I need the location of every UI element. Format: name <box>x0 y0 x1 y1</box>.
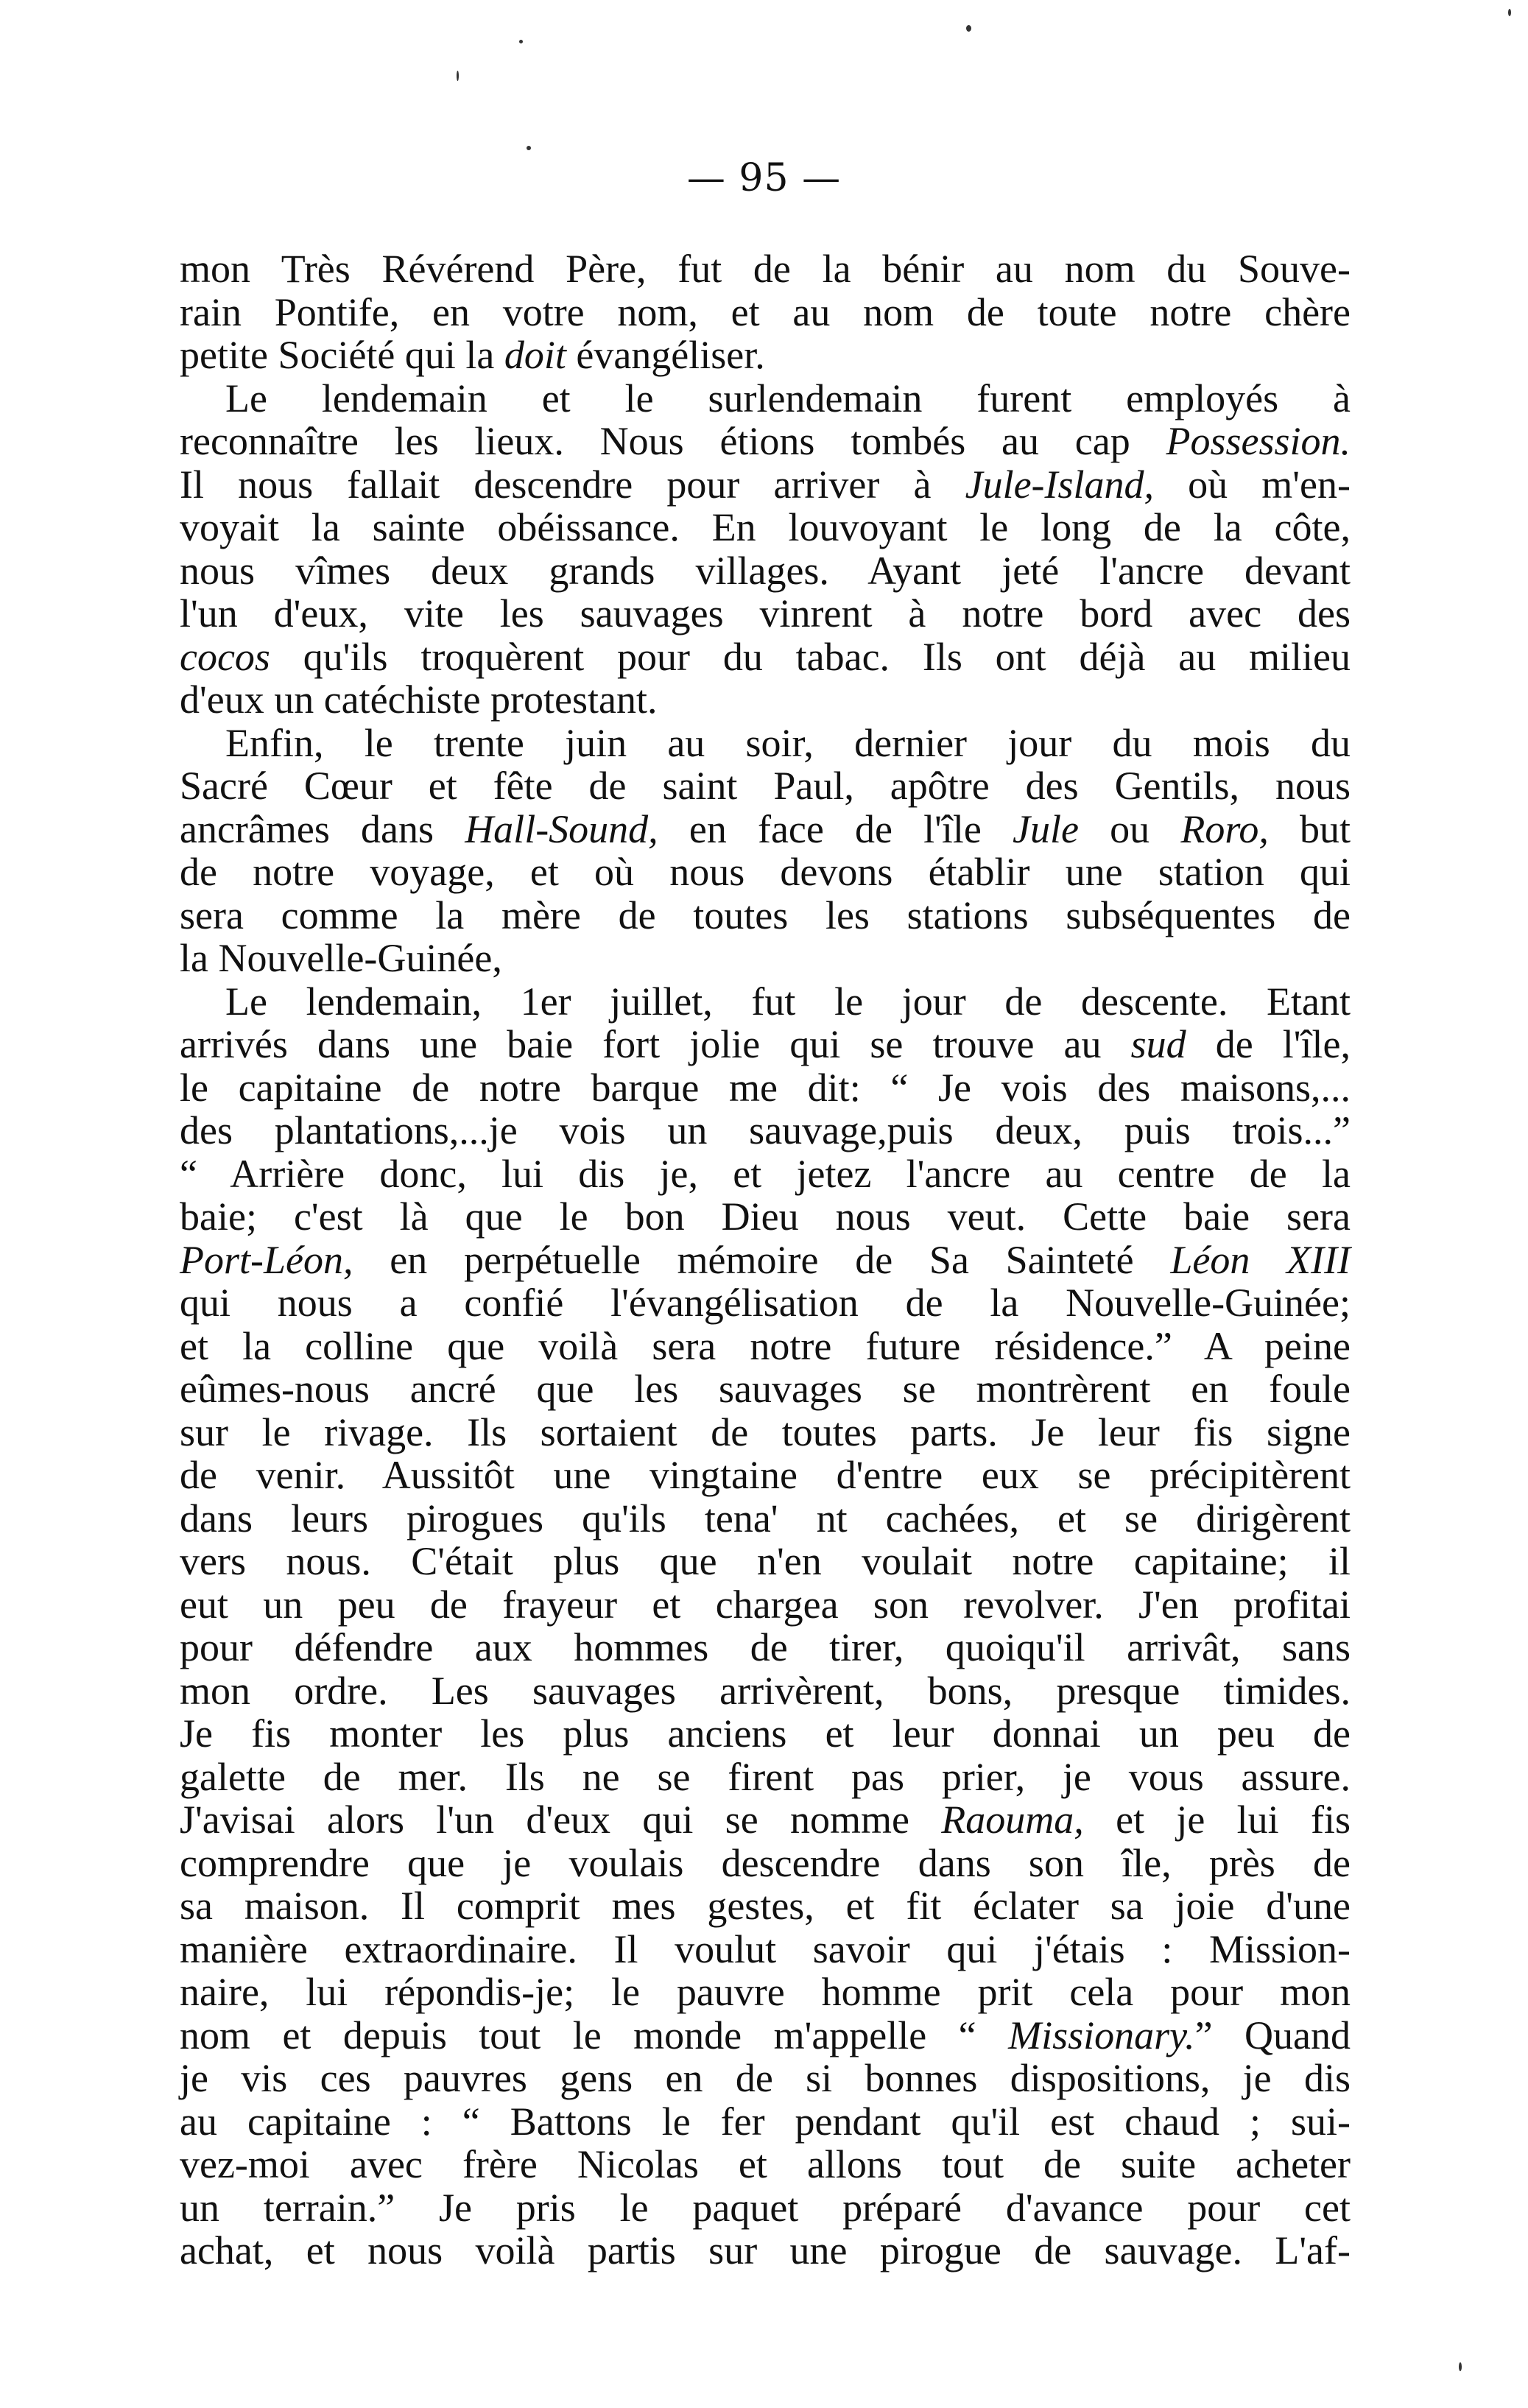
text-segment: Sacré Cœur et fête de saint Paul, apôtre des Gentils, nous <box>180 764 1351 808</box>
text-segment: “ Arrière donc, lui dis je, et jetez l'ancre au centre de la <box>180 1151 1351 1196</box>
text-line <box>180 1454 1351 1497</box>
text-segment: dans leurs pirogues qu'ils tena' nt cachées, et se dirigèrent <box>180 1496 1351 1541</box>
text-segment: et je lui fis <box>1083 1798 1351 1842</box>
text-line <box>180 1756 1351 1799</box>
text-segment: le capitaine de notre barque me dit: “ Je vois des maisons,... <box>180 1065 1351 1110</box>
text-line <box>180 592 1351 636</box>
text-line <box>180 636 1351 679</box>
text-line <box>180 1023 1351 1066</box>
text-segment: nous vîmes deux grands villages. Ayant jeté l'ancre devant <box>180 548 1351 593</box>
text-segment: évangéliser. <box>566 333 765 377</box>
italic-text: Possession. <box>1166 419 1351 463</box>
text-line <box>180 1325 1351 1368</box>
text-line <box>180 506 1351 549</box>
italic-text: doit <box>504 333 566 377</box>
text-line <box>180 334 1351 377</box>
text-line <box>180 1626 1351 1669</box>
text-line <box>180 1239 1351 1282</box>
text-line <box>180 1497 1351 1541</box>
text-line <box>180 1281 1351 1325</box>
text-segment: achat, et nous voilà partis sur une pirogue de sauvage. L'af- <box>180 2228 1351 2273</box>
text-segment: eûmes-nous ancré que les sauvages se montrèrent en foule <box>180 1367 1351 1411</box>
text-line <box>180 291 1351 334</box>
text-line <box>180 549 1351 593</box>
text-segment: où m'en- <box>1154 462 1351 507</box>
text-line <box>180 1540 1351 1583</box>
italic-text: Port-Léon, <box>180 1237 353 1282</box>
text-line <box>180 1842 1351 1885</box>
text-segment: pour défendre aux hommes de tirer, quoiqu'il arrivât, sans <box>180 1625 1351 1669</box>
text-segment: en perpétuelle mémoire de Sa Sainteté <box>353 1237 1171 1282</box>
text-line <box>180 1367 1351 1411</box>
print-speck <box>519 40 523 43</box>
text-segment: rain Pontife, en votre nom, et au nom de toute notre chère <box>180 289 1351 334</box>
text-line <box>180 937 1351 980</box>
text-segment: je vis ces pauvres gens en de si bonnes dispositions, je dis <box>180 2056 1351 2100</box>
text-line <box>180 980 1351 1024</box>
text-segment: voyait la sainte obéissance. En louvoyant le long de la côte, <box>180 505 1351 549</box>
text-segment: l'un d'eux, vite les sauvages vinrent à notre bord avec des <box>180 591 1351 636</box>
text-segment: ancrâmes dans <box>180 806 465 851</box>
text-line <box>180 2100 1351 2144</box>
text-segment: Enfin, le trente juin au soir, dernier jour du mois du <box>225 720 1351 765</box>
italic-text: sud <box>1130 1022 1186 1066</box>
text-segment: eut un peu de frayeur et chargea son revolver. J'en profitai <box>180 1582 1351 1627</box>
text-line <box>180 1066 1351 1110</box>
text-segment: qui nous a confié l'évangélisation de la Nouvelle-Guinée; <box>180 1281 1351 1325</box>
italic-text: Raouma, <box>941 1798 1084 1842</box>
text-line <box>180 678 1351 722</box>
text-line <box>180 1928 1351 1971</box>
italic-text: Hall-Sound, <box>465 806 658 851</box>
print-speck <box>966 25 971 32</box>
text-segment: vez-moi avec frère Nicolas et allons tout de suite acheter <box>180 2142 1351 2186</box>
text-segment: nom et depuis tout le monde m'appelle “ <box>180 2013 1009 2057</box>
text-segment: la Nouvelle-Guinée, <box>180 936 502 980</box>
text-line <box>180 2014 1351 2057</box>
text-segment: Je fis monter les plus anciens et leur donnai un peu de <box>180 1711 1351 1756</box>
text-segment: arrivés dans une baie fort jolie qui se trouve au <box>180 1022 1131 1066</box>
text-segment: de venir. Aussitôt une vingtaine d'entre eux se précipitèrent <box>180 1453 1351 1497</box>
text-segment: reconnaître les lieux. Nous étions tombés au cap <box>180 419 1166 463</box>
text-segment: J'avisai alors l'un d'eux qui se nomme <box>180 1798 942 1842</box>
print-speck <box>527 146 531 150</box>
text-segment: ou <box>1079 806 1181 851</box>
text-line <box>180 851 1351 894</box>
text-line <box>180 1195 1351 1239</box>
text-segment: Le lendemain, 1er juillet, fut le jour de descente. Etant <box>225 979 1351 1024</box>
text-line <box>180 808 1351 851</box>
italic-text: cocos <box>180 634 270 679</box>
text-segment: de notre voyage, et où nous devons établir une station qui <box>180 850 1351 894</box>
text-line <box>180 1971 1351 2014</box>
text-segment: des plantations,...je vois un sauvage,puis deux, puis trois...” <box>180 1108 1351 1152</box>
italic-text: Roro, <box>1180 806 1269 851</box>
text-line <box>180 764 1351 808</box>
text-segment: but <box>1268 806 1351 851</box>
text-segment: et la colline que voilà sera notre future résidence.” A peine <box>180 1323 1351 1368</box>
text-line <box>180 1669 1351 1713</box>
text-line <box>180 1798 1351 1842</box>
text-line <box>180 1583 1351 1627</box>
body-text <box>180 247 1351 2273</box>
text-segment: en face de l'île <box>658 806 1013 851</box>
text-line <box>180 247 1351 291</box>
text-line <box>180 463 1351 507</box>
text-segment: au capitaine : “ Battons le fer pendant qu'il est chaud ; sui- <box>180 2099 1351 2144</box>
text-segment: baie; c'est là que le bon Dieu nous veut. Cette baie sera <box>180 1194 1351 1239</box>
text-segment: petite Société qui la <box>180 333 504 377</box>
text-line <box>180 722 1351 765</box>
text-line <box>180 1109 1351 1152</box>
text-segment: comprendre que je voulais descendre dans son île, près de <box>180 1840 1351 1885</box>
page-number: — 95 — <box>686 156 842 200</box>
text-line <box>180 1884 1351 1928</box>
print-speck <box>457 71 459 81</box>
text-line <box>180 1152 1351 1196</box>
text-segment: un terrain.” Je pris le paquet préparé d'avance pour cet <box>180 2185 1351 2230</box>
text-segment: manière extraordinaire. Il voulut savoir qui j'étais : Mission- <box>180 1926 1351 1971</box>
text-segment: naire, lui répondis-je; le pauvre homme prit cela pour mon <box>180 1970 1351 2014</box>
text-segment: qu'ils troquèrent pour du tabac. Ils ont déjà au milieu <box>270 634 1351 679</box>
text-segment: vers nous. C'était plus que n'en voulait notre capitaine; il <box>180 1539 1351 1583</box>
text-line <box>180 2057 1351 2100</box>
text-line <box>180 2186 1351 2230</box>
text-segment: de l'île, <box>1186 1022 1351 1066</box>
text-line <box>180 420 1351 463</box>
text-line <box>180 2229 1351 2273</box>
text-line <box>180 894 1351 937</box>
italic-text: Léon XIII <box>1170 1237 1351 1282</box>
italic-text: Missionary. <box>1008 2013 1195 2057</box>
print-speck <box>1508 9 1511 16</box>
text-segment: sa maison. Il comprit mes gestes, et fit éclater sa joie d'une <box>180 1884 1351 1928</box>
text-segment: Il nous fallait descendre pour arriver à <box>180 462 965 507</box>
text-line <box>180 377 1351 420</box>
text-segment: mon Très Révérend Père, fut de la bénir au nom du Souve- <box>180 247 1351 291</box>
text-segment: d'eux un catéchiste protestant. <box>180 677 658 722</box>
text-segment: ” Quand <box>1194 2013 1351 2057</box>
text-line <box>180 2143 1351 2186</box>
text-line <box>180 1411 1351 1454</box>
text-segment: sur le rivage. Ils sortaient de toutes parts. Je leur fis signe <box>180 1409 1351 1454</box>
text-line <box>180 1712 1351 1756</box>
text-segment: sera comme la mère de toutes les stations subséquentes de <box>180 893 1351 937</box>
text-segment: Le lendemain et le surlendemain furent employés à <box>225 376 1351 420</box>
italic-text: Jule-Island, <box>965 462 1155 507</box>
text-segment: mon ordre. Les sauvages arrivèrent, bons, presque timides. <box>180 1668 1351 1713</box>
text-segment: galette de mer. Ils ne se firent pas prier, je vous assure. <box>180 1754 1351 1799</box>
italic-text: Jule <box>1013 806 1079 851</box>
print-speck <box>1459 2362 1462 2371</box>
